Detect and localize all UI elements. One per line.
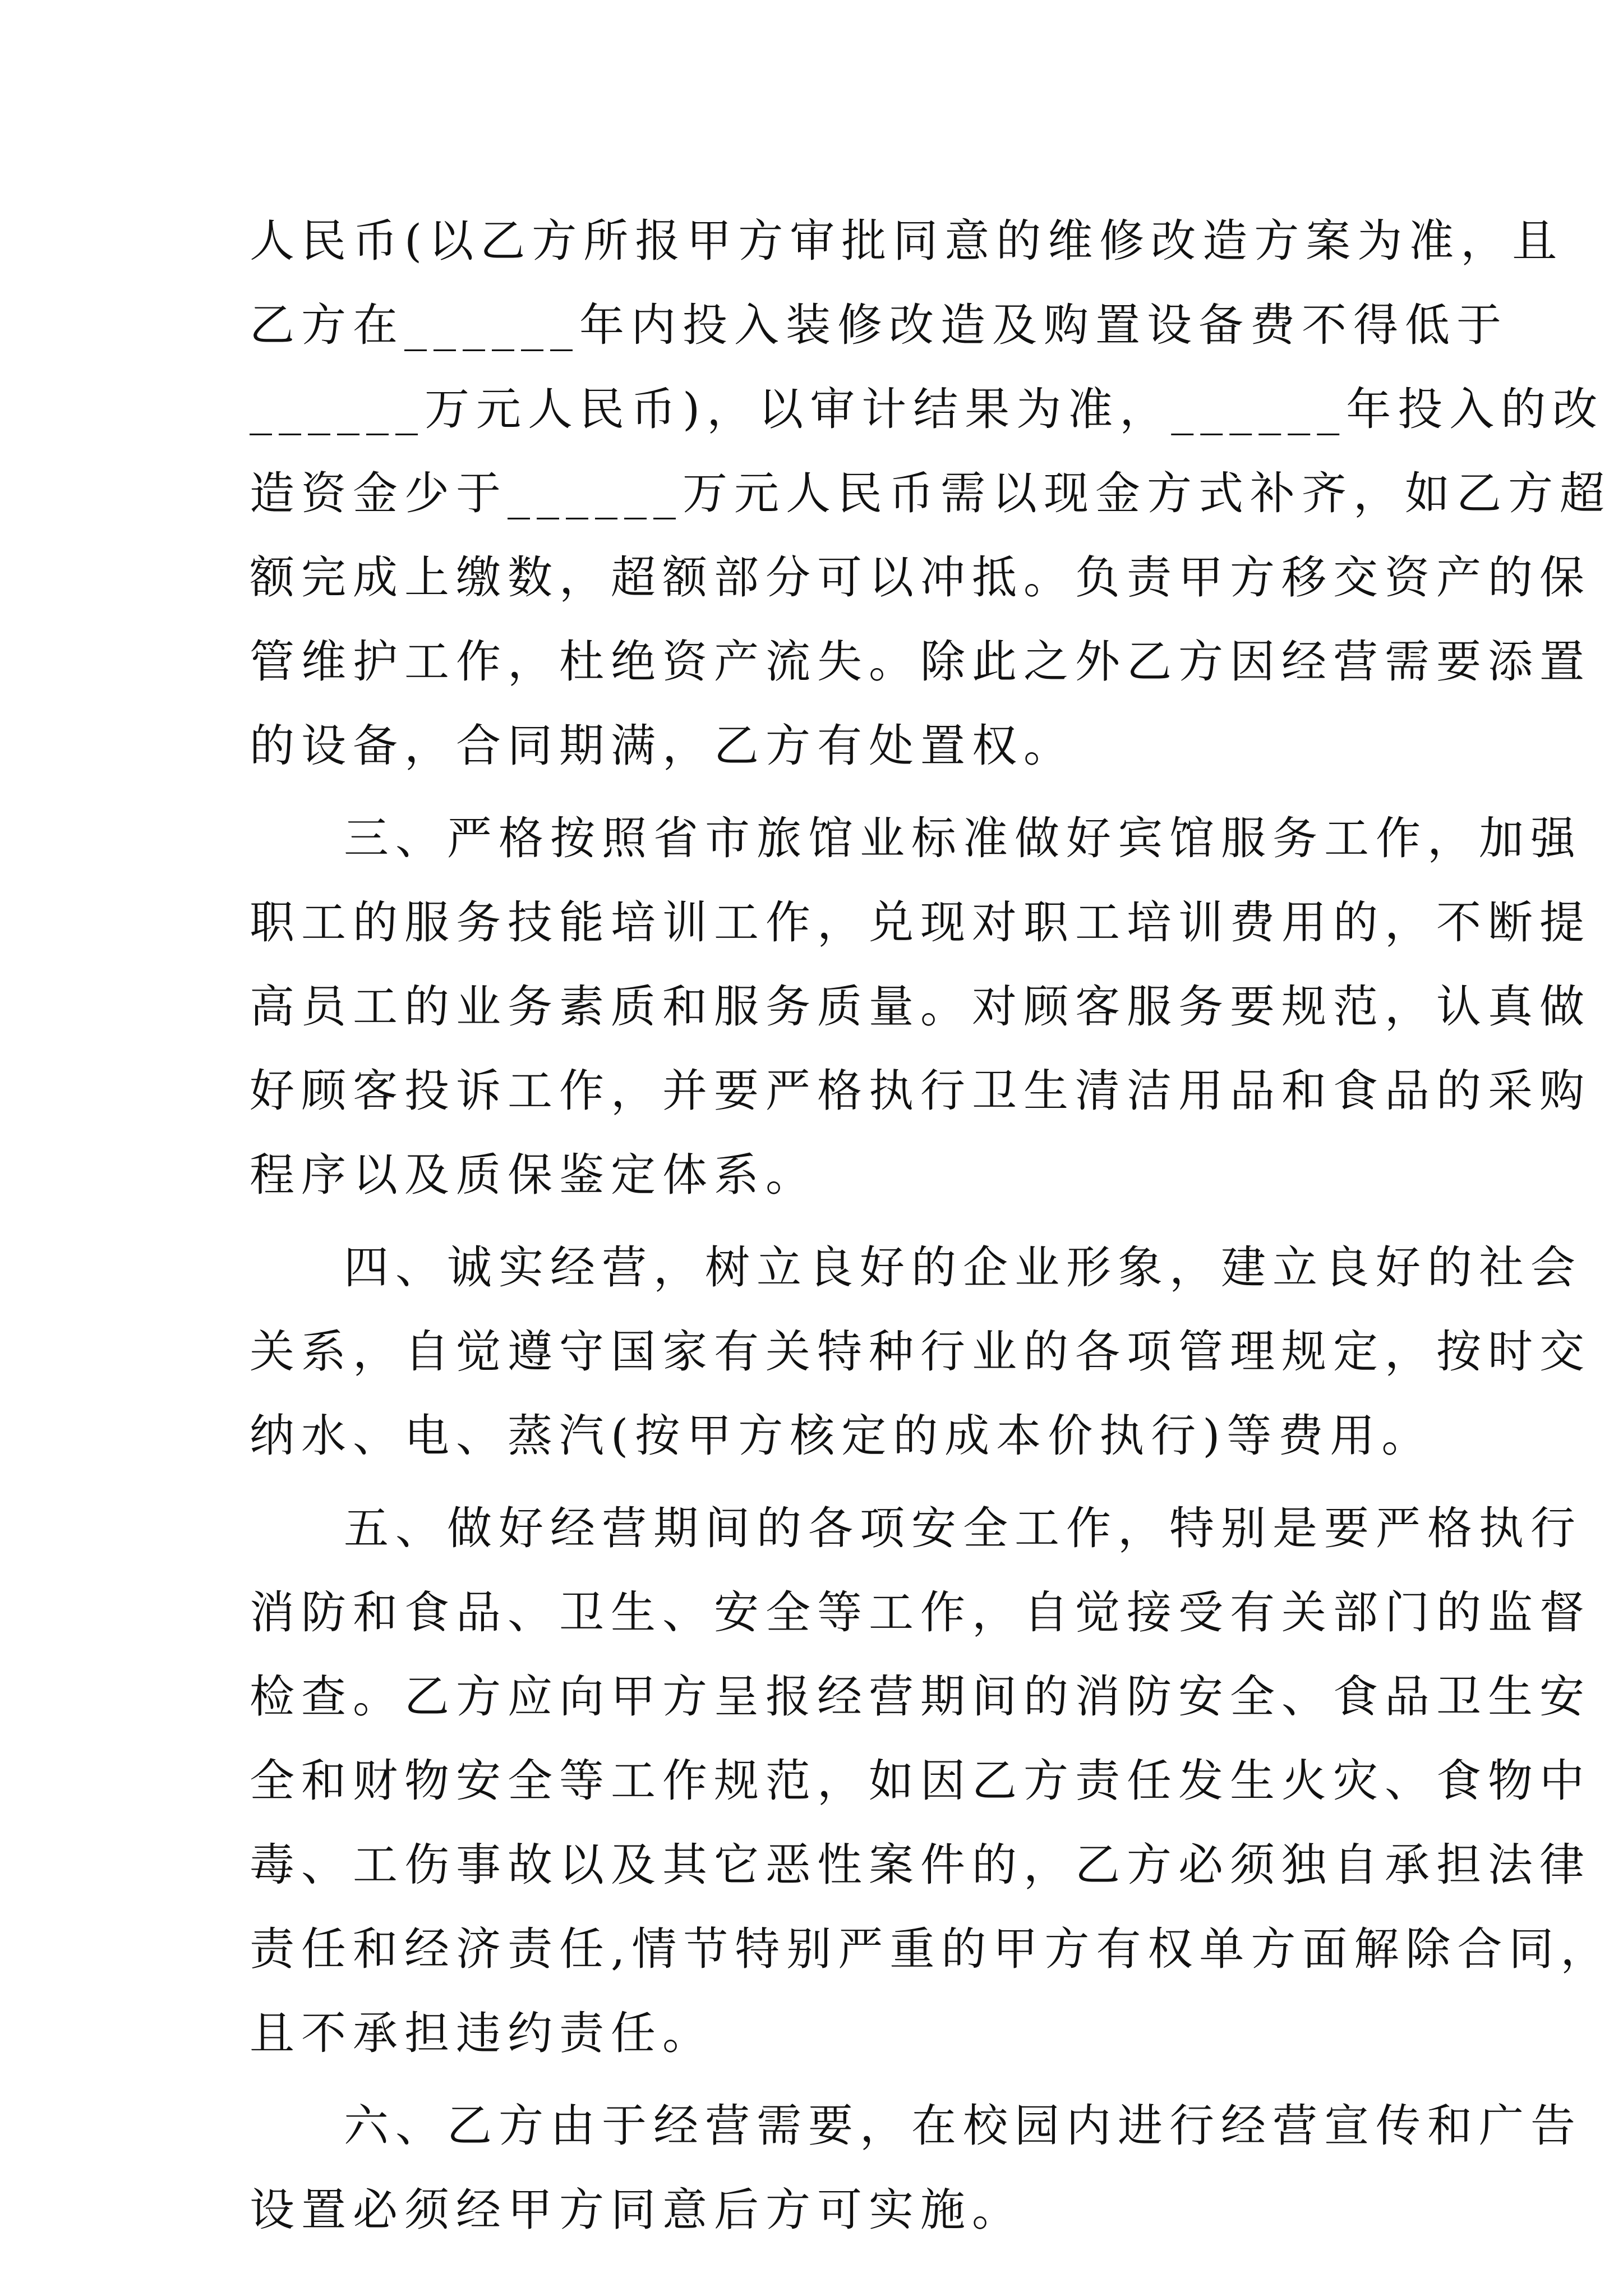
paragraph-section-6 [250, 2084, 1582, 2252]
paragraph-spacing [250, 788, 1394, 797]
text-line: 管维护工作，杜绝资产流失。除此之外乙方因经营需要添置 [250, 636, 1591, 688]
text-line: 好顾客投诉工作，并要严格执行卫生清洁用品和食品的采购 [250, 1065, 1591, 1117]
text-line: 设置必须经甲方同意后方可实施。 [250, 2184, 1023, 2236]
paragraph-spacing [250, 1478, 1394, 1487]
paragraph-section-5 [250, 1487, 1612, 2076]
text-line: 检查。乙方应向甲方呈报经营期间的消防安全、食品卫生安 [250, 1671, 1591, 1723]
text-line: 造资金少于______万元人民币需以现金方式补齐，如乙方超 [250, 467, 1611, 519]
text-line: 责任和经济责任,情节特别严重的甲方有权单方面解除合同， [250, 1923, 1612, 1975]
paragraph-section-4 [250, 1226, 1591, 1478]
text-line: 高员工的业务素质和服务质量。对顾客服务要规范，认真做 [250, 981, 1591, 1033]
text-line: ______万元人民币)，以审计结果为准，______年投入的改 [250, 383, 1604, 435]
text-line: 关系，自觉遵守国家有关特种行业的各项管理规定，按时交 [250, 1326, 1591, 1378]
text-line: 毒、工伤事故以及其它恶性案件的，乙方必须独自承担法律 [250, 1839, 1591, 1891]
text-line: 的设备，合同期满，乙方有处置权。 [250, 720, 1075, 772]
body-text [250, 199, 1612, 2252]
text-line: 四、诚实经营，树立良好的企业形象，建立良好的社会 [344, 1241, 1582, 1294]
text-line: 程序以及质保鉴定体系。 [250, 1149, 817, 1201]
text-line: 乙方在______年内投入装修改造及购置设备费不得低于 [250, 299, 1508, 351]
paragraph-section-3 [250, 797, 1591, 1217]
text-line: 额完成上缴数，超额部分可以冲抵。负责甲方移交资产的保 [250, 551, 1591, 604]
text-line: 纳水、电、蒸汽(按甲方核定的成本价执行)等费用。 [250, 1410, 1433, 1462]
paragraph-spacing [250, 2076, 1394, 2084]
text-line: 全和财物安全等工作规范，如因乙方责任发生火灾、食物中 [250, 1755, 1591, 1807]
text-line: 五、做好经营期间的各项安全工作，特别是要严格执行 [344, 1502, 1582, 1554]
text-line: 且不承担违约责任。 [250, 2007, 714, 2059]
text-line: 职工的服务技能培训工作，兑现对职工培训费用的，不断提 [250, 896, 1591, 949]
text-line: 人民币(以乙方所报甲方审批同意的维修改造方案为准，且 [250, 215, 1564, 267]
paragraph-spacing [250, 1217, 1394, 1226]
text-line: 消防和食品、卫生、安全等工作，自觉接受有关部门的监督 [250, 1586, 1591, 1639]
text-line: 六、乙方由于经营需要，在校园内进行经营宣传和广告 [344, 2100, 1582, 2152]
paragraph-1 [250, 199, 1611, 788]
text-line: 三、严格按照省市旅馆业标准做好宾馆服务工作，加强 [344, 812, 1582, 864]
